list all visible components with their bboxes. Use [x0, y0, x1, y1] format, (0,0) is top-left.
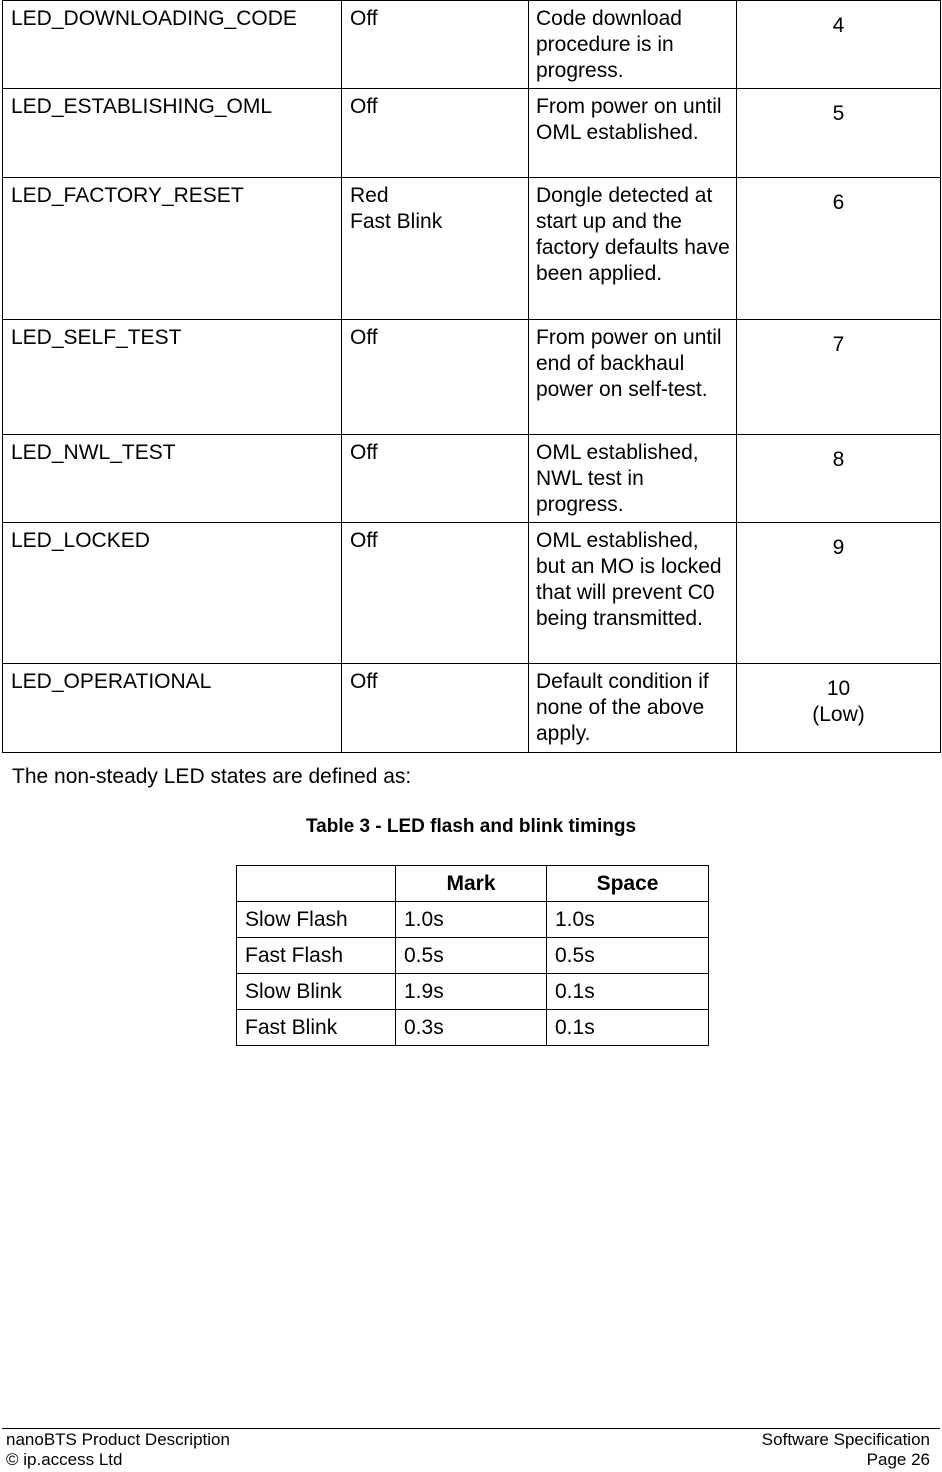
table-row	[237, 938, 709, 974]
mark-value: 0.5s	[396, 938, 547, 974]
led-colour: Off	[342, 320, 529, 435]
led-colour: Off	[342, 1, 529, 89]
led-state-name: LED_SELF_TEST	[3, 320, 342, 435]
led-description: Default condition if none of the above apply.	[529, 664, 737, 753]
led-priority: 8	[737, 435, 941, 523]
led-priority: 10 (Low)	[737, 664, 941, 753]
led-state-name: LED_NWL_TEST	[3, 435, 342, 523]
led-colour: Off	[342, 89, 529, 178]
column-header	[237, 866, 396, 902]
table-header-row	[237, 866, 709, 902]
led-colour: Off	[342, 435, 529, 523]
mark-value: 0.3s	[396, 1010, 547, 1046]
led-timing-table	[236, 865, 709, 1046]
table-row	[3, 1, 941, 89]
table-row	[3, 435, 941, 523]
intro-paragraph: The non-steady LED states are defined as:	[12, 765, 412, 788]
section-title: Software Specification	[761, 1430, 930, 1449]
led-state-name: LED_OPERATIONAL	[3, 664, 342, 753]
led-state-name: LED_DOWNLOADING_CODE	[3, 1, 342, 89]
led-priority: 9	[737, 523, 941, 664]
table-row	[237, 902, 709, 938]
led-priority: 7	[737, 320, 941, 435]
table-row	[237, 1010, 709, 1046]
led-state-table	[2, 0, 941, 753]
led-colour: Off	[342, 664, 529, 753]
table-row	[3, 320, 941, 435]
led-colour: Red Fast Blink	[342, 178, 529, 320]
timing-name: Slow Flash	[237, 902, 396, 938]
led-priority: 4	[737, 1, 941, 89]
timing-name: Slow Blink	[237, 974, 396, 1010]
table-row	[237, 974, 709, 1010]
timing-name: Fast Blink	[237, 1010, 396, 1046]
led-priority: 6	[737, 178, 941, 320]
page-number: Page 26	[866, 1450, 930, 1469]
led-colour: Off	[342, 523, 529, 664]
led-description: From power on until end of backhaul power on self-test.	[529, 320, 737, 435]
table-row	[3, 664, 941, 753]
table-caption: Table 3 - LED flash and blink timings	[305, 816, 637, 837]
led-state-name: LED_LOCKED	[3, 523, 342, 664]
space-value: 0.1s	[547, 1010, 709, 1046]
column-header: Mark	[396, 866, 547, 902]
led-state-name: LED_FACTORY_RESET	[3, 178, 342, 320]
led-description: From power on until OML established.	[529, 89, 737, 178]
table-row	[3, 523, 941, 664]
mark-value: 1.0s	[396, 902, 547, 938]
footer-left	[6, 1430, 230, 1470]
document-title: nanoBTS Product Description	[6, 1430, 230, 1449]
space-value: 0.1s	[547, 974, 709, 1010]
led-description: OML established, NWL test in progress.	[529, 435, 737, 523]
timing-name: Fast Flash	[237, 938, 396, 974]
led-state-name: LED_ESTABLISHING_OML	[3, 89, 342, 178]
led-description: Code download procedure is in progress.	[529, 1, 737, 89]
copyright-notice: © ip.access Ltd	[6, 1450, 123, 1469]
column-header: Space	[547, 866, 709, 902]
led-priority: 5	[737, 89, 941, 178]
footer-divider	[2, 1428, 940, 1429]
led-description: Dongle detected at start up and the factory defaults have been applied.	[529, 178, 737, 320]
space-value: 0.5s	[547, 938, 709, 974]
footer-right	[762, 1430, 930, 1470]
led-description: OML established, but an MO is locked that will prevent C0 being transmitted.	[529, 523, 737, 664]
table-row	[3, 89, 941, 178]
mark-value: 1.9s	[396, 974, 547, 1010]
table-row	[3, 178, 941, 320]
space-value: 1.0s	[547, 902, 709, 938]
